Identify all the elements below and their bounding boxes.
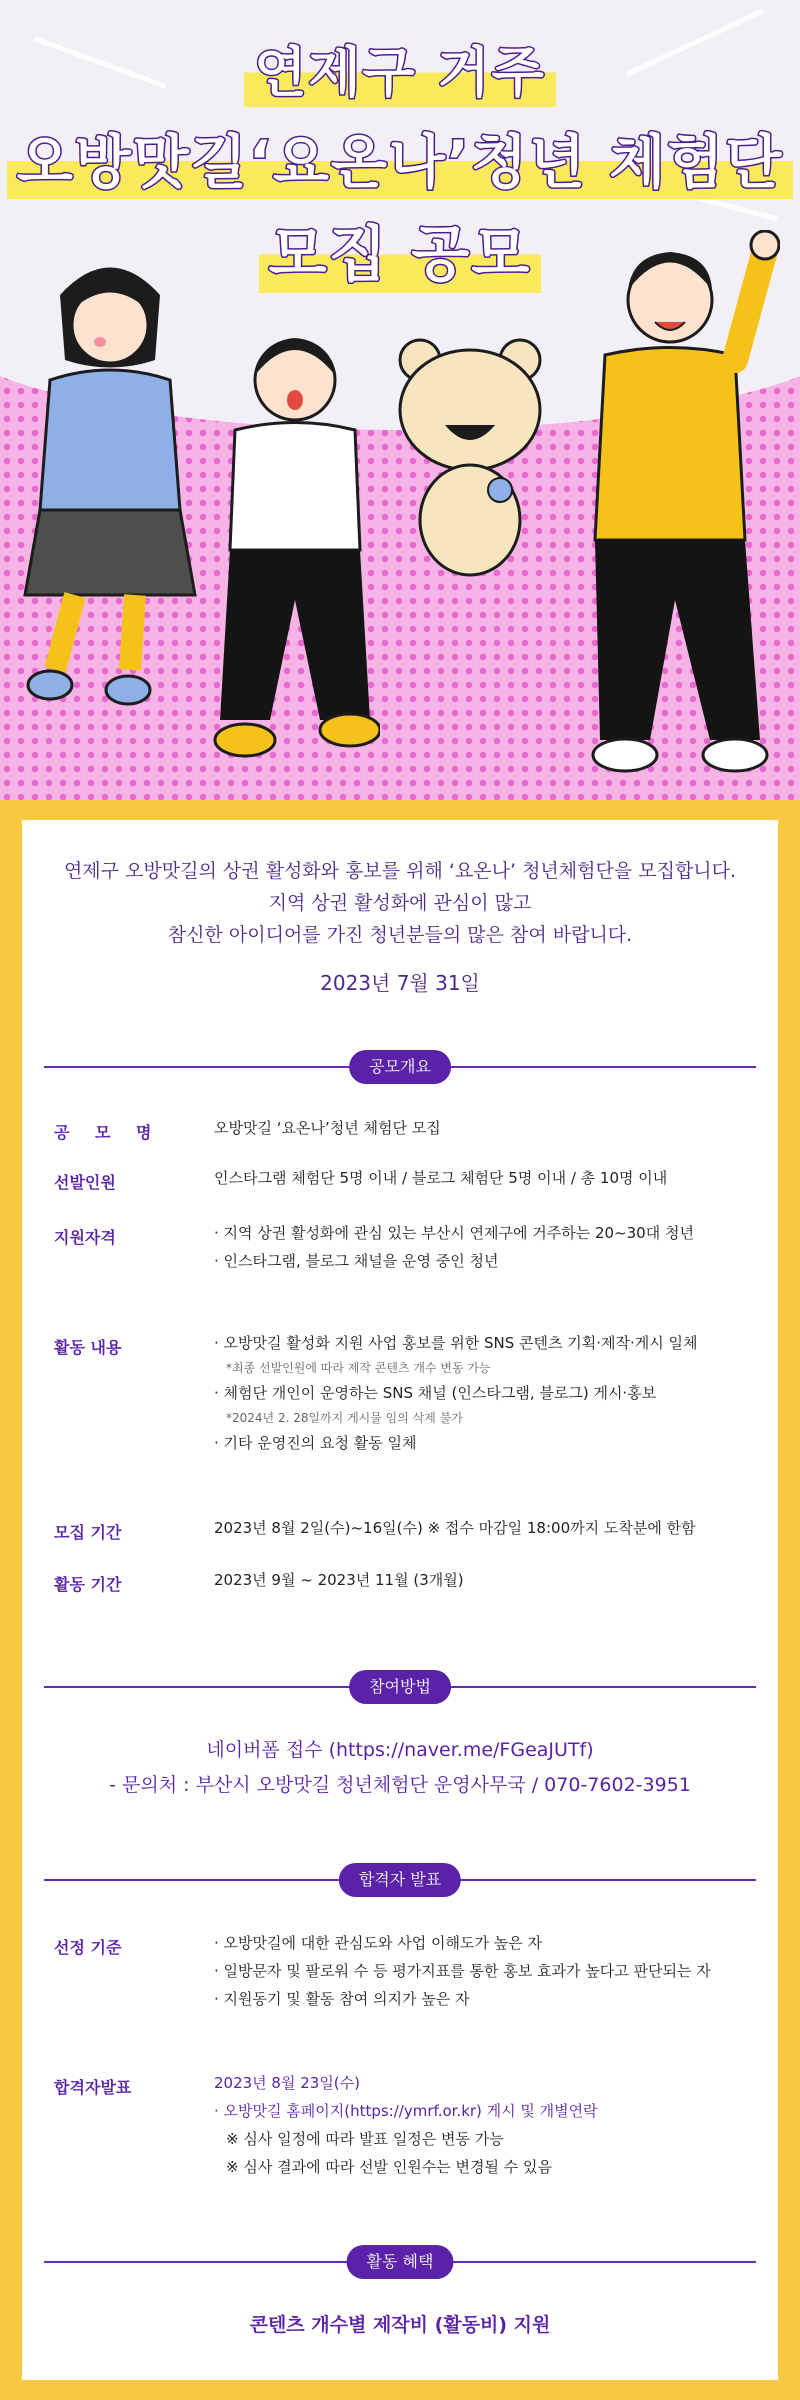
bear-mascot-illustration <box>390 330 550 590</box>
criteria-item: · 일방문자 및 팔로워 수 등 평가지표를 통한 홍보 효과가 높다고 판단되는 자 <box>214 1962 711 1980</box>
announce-note: ※ 심사 결과에 따라 선발 인원수는 변경될 수 있음 <box>226 2158 553 2176</box>
announcement-date: 2023년 7월 31일 <box>320 971 480 995</box>
section-header-benefit <box>22 2245 778 2279</box>
row-label: 합격자발표 <box>54 2078 132 2097</box>
row-value: 오방맛길 ‘요온나’청년 체험단 모집 <box>214 1119 441 1137</box>
announce-note: ※ 심사 일정에 따라 발표 일정은 변동 가능 <box>226 2130 504 2148</box>
girl-character-illustration <box>20 250 200 720</box>
row-value: 2023년 9월 ~ 2023년 11월 (3개월) <box>214 1571 464 1589</box>
apply-form-link[interactable]: 네이버폼 접수 (https://naver.me/FGeaJUTf) <box>206 1739 594 1761</box>
row-value <box>214 1929 754 2013</box>
activity-item: · 체험단 개인이 운영하는 SNS 채널 (인스타그램, 블로그) 게시·홍보 <box>214 1384 657 1402</box>
title-line-3: 모집 공모 <box>0 207 800 293</box>
boy-character-illustration <box>560 230 780 790</box>
row-value <box>214 1329 754 1457</box>
row-label: 선발인원 <box>54 1173 116 1192</box>
row-value <box>214 1219 754 1275</box>
section-title: 참여방법 <box>349 1670 451 1704</box>
content-card <box>22 820 778 2380</box>
section-title: 합격자 발표 <box>339 1863 461 1897</box>
activity-note: *2024년 2. 28일까지 게시물 임의 삭제 불가 <box>226 1411 463 1425</box>
activity-item: · 오방맛길 활성화 지원 사업 홍보를 위한 SNS 콘텐츠 기획·제작·게시 일체 <box>214 1334 698 1352</box>
criteria-item: · 오방맛길에 대한 관심도와 사업 이해도가 높은 자 <box>214 1934 542 1952</box>
row-value: 인스타그램 체험단 5명 이내 / 블로그 체험단 5명 이내 / 총 10명 이내 <box>214 1169 668 1187</box>
row-label: 활동 기간 <box>54 1575 122 1594</box>
intro-line-1: 연제구 오방맛길의 상권 활성화와 홍보를 위해 ‘요온나’ 청년체험단을 모집합니다. <box>63 860 737 882</box>
row-value: 2023년 8월 2일(수)~16일(수) ※ 접수 마감일 18:00까지 도착분에 한함 <box>214 1519 696 1537</box>
section-header-result <box>22 1863 778 1897</box>
content-frame <box>0 800 800 2400</box>
qualification-item: · 지역 상권 활성화에 관심 있는 부산시 연제구에 거주하는 20~30대 청년 <box>214 1224 694 1242</box>
row-label: 선정 기준 <box>54 1938 122 1957</box>
announce-date: 2023년 8월 23일(수) <box>214 2074 361 2092</box>
row-label: 지원자격 <box>54 1228 116 1247</box>
intro-line-2: 지역 상권 활성화에 관심이 많고 <box>268 892 532 914</box>
child-character-illustration <box>210 320 380 780</box>
row-label: 활동 내용 <box>54 1338 122 1357</box>
apply-contact: - 문의처 : 부산시 오방맛길 청년체험단 운영사무국 / 070-7602-3951 <box>109 1774 691 1796</box>
activity-item: · 기타 운영진의 요청 활동 일체 <box>214 1434 417 1452</box>
announce-item: · 오방맛길 홈페이지(https://ymrf.or.kr) 게시 및 개별연락 <box>214 2102 598 2120</box>
row-label: 공 모 명 <box>54 1123 162 1142</box>
intro-line-3: 참신한 아이디어를 가진 청년분들의 많은 참여 바랍니다. <box>167 924 633 946</box>
section-title: 공모개요 <box>349 1050 451 1084</box>
row-label: 모집 기간 <box>54 1523 122 1542</box>
row-value <box>214 2069 754 2181</box>
benefit-text: 콘텐츠 개수별 제작비 (활동비) 지원 <box>249 2314 551 2336</box>
qualification-item: · 인스타그램, 블로그 채널을 운영 중인 청년 <box>214 1252 499 1270</box>
section-title: 활동 혜택 <box>347 2245 454 2279</box>
activity-note: *최종 선발인원에 따라 제작 콘텐츠 개수 변동 가능 <box>226 1361 491 1375</box>
hero-banner <box>0 0 800 800</box>
section-header-overview <box>22 1050 778 1084</box>
title-line-2: 오방맛길‘요온나’청년 체험단 <box>0 115 800 199</box>
title-line-1: 연제구 거주 <box>0 30 800 107</box>
criteria-item: · 지원동기 및 활동 참여 의지가 높은 자 <box>214 1990 470 2008</box>
section-header-apply <box>22 1670 778 1704</box>
